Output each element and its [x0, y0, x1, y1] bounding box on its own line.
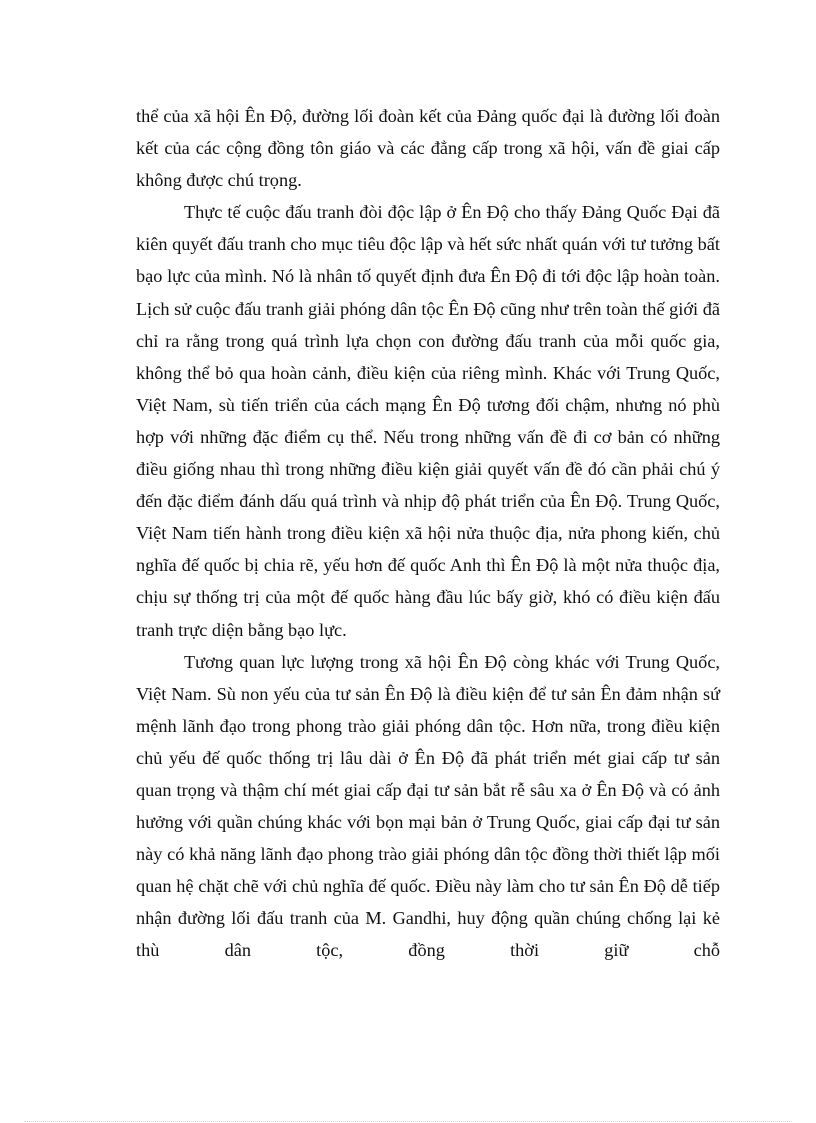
page-bottom-divider — [24, 1121, 792, 1122]
paragraph-1: thể của xã hội Ên Độ, đường lối đoàn kết của Đảng quốc đại là đường lối đoàn kết của các cộng đồng tôn giáo và các đẳng cấp trong xã hội, vấn đề giai cấp không được chú trọng. — [136, 106, 720, 191]
document-page — [136, 100, 720, 967]
paragraph-2: Thực tế cuộc đấu tranh đòi độc lập ở Ên Độ cho thấy Đảng Quốc Đại đã kiên quyết đấu tranh cho mục tiêu độc lập và hết sức nhất quán với tư tưởng bất bạo lực của mình. Nó là nhân tố quyết định đưa Ên Độ đi tới độc lập hoàn toàn. Lịch sử cuộc đấu tranh giải phóng dân tộc Ên Độ cũng như trên toàn thế giới đã chỉ ra rằng trong quá trình lựa chọn con đường đấu tranh của mỗi quốc gia, không thể bỏ qua hoàn cảnh, điều kiện của riêng mình. Khác với Trung Quốc, Việt Nam, sù tiến triển của cách mạng Ên Độ tương đối chậm, nhưng nó phù hợp với những đặc điểm cụ thể. Nếu trong những vấn đề đi cơ bản có những điều giống nhau thì trong những điều kiện giải quyết vấn đề đó cần phải chú ý đến đặc điểm đánh dấu quá trình và nhịp độ phát triển của Ên Độ. Trung Quốc, Việt Nam tiến hành trong điều kiện xã hội nửa thuộc địa, nửa phong kiến, chủ nghĩa đế quốc bị chia rẽ, yếu hơn đế quốc Anh thì Ên Độ là một nửa thuộc địa, chịu sự thống trị của một đế quốc hàng đầu lúc bấy giờ, khó có điều kiện đấu tranh trực diện bằng bạo lực. — [136, 202, 720, 640]
paragraph-3: Tương quan lực lượng trong xã hội Ên Độ còng khác với Trung Quốc, Việt Nam. Sù non yếu của tư sản Ên Độ là điều kiện để tư sản Ên đảm nhận sứ mệnh lãnh đạo trong phong trào giải phóng dân tộc. Hơn nữa, trong điều kiện chủ yếu đế quốc thống trị lâu dài ở Ên Độ đã phát triển mét giai cấp tư sản quan trọng và thậm chí mét giai cấp đại tư sản bắt rễ sâu xa ở Ên Độ và có ảnh hưởng với quần chúng khác với bọn mại bản ở Trung Quốc, giai cấp đại tư sản này có khả năng lãnh đạo phong trào giải phóng dân tộc đồng thời thiết lập mối quan hệ chặt chẽ với chủ nghĩa đế quốc. Điều này làm cho tư sản Ên Độ dễ tiếp nhận đường lối đấu tranh của M. Gandhi, huy động quần chúng chống lại kẻ thù dân tộc, đồng thời giữ chỗ — [136, 651, 720, 961]
